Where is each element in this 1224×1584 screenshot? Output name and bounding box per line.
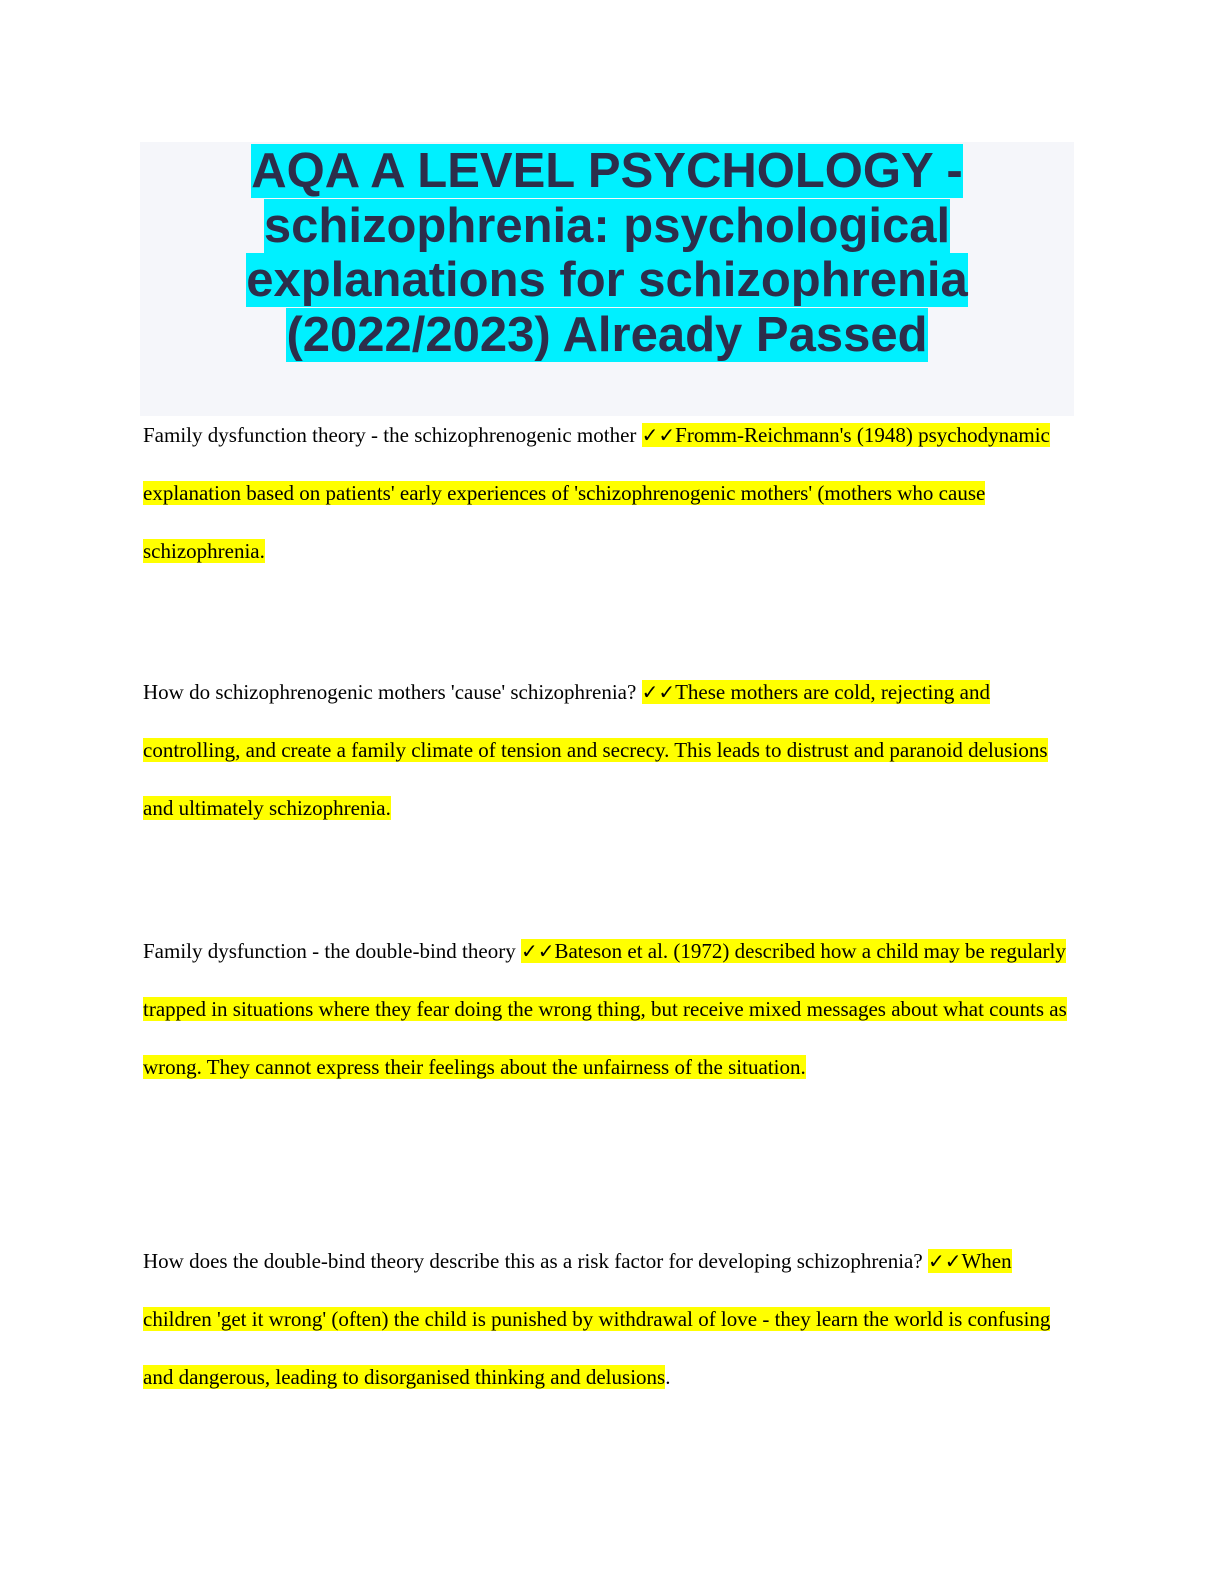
title-line-3: explanations for schizophrenia — [246, 253, 968, 307]
double-check-icon: ✓✓ — [520, 939, 555, 963]
trailing-period: . — [665, 1365, 671, 1389]
document-title — [140, 144, 1074, 362]
answer-text: These mothers are cold, rejecting and controlling, and create a family climate of tension and secrecy. This leads to distrust and paranoid delusions and ultimately schizophrenia. — [143, 680, 1048, 820]
question-text: Family dysfunction theory - the schizophrenogenic mother — [143, 423, 642, 447]
double-check-icon: ✓✓ — [641, 423, 676, 447]
qa-item — [143, 406, 1083, 580]
title-line-4: (2022/2023) Already Passed — [286, 307, 928, 362]
title-line-2: schizophrenia: psychological — [263, 198, 951, 253]
answer-text: Bateson et al. (1972) described how a child may be regularly trapped in situations where they fear doing the wrong thing, but receive mixed messages about what counts as wrong. They cannot express their feelings about the unfairness of the situation. — [143, 939, 1067, 1079]
question-text: Family dysfunction - the double-bind theory — [143, 939, 521, 963]
question-text: How does the double-bind theory describe this as a risk factor for developing schizophrenia? — [143, 1249, 928, 1273]
answer-text: Fromm-Reichmann's (1948) psychodynamic explanation based on patients' early experiences of 'schizophrenogenic mothers' (mothers who cause schizophrenia. — [143, 423, 1050, 563]
question-text: How do schizophrenogenic mothers 'cause' schizophrenia? — [143, 680, 642, 704]
double-check-icon: ✓✓ — [927, 1249, 962, 1273]
qa-item — [143, 663, 1083, 837]
answer-text: When children 'get it wrong' (often) the child is punished by withdrawal of love - they learn the world is confusing and dangerous, leading to disorganised thinking and delusions — [143, 1249, 1051, 1389]
qa-item — [143, 922, 1083, 1096]
title-line-1: AQA A LEVEL PSYCHOLOGY - — [251, 144, 963, 198]
double-check-icon: ✓✓ — [641, 680, 676, 704]
qa-item — [143, 1232, 1083, 1406]
